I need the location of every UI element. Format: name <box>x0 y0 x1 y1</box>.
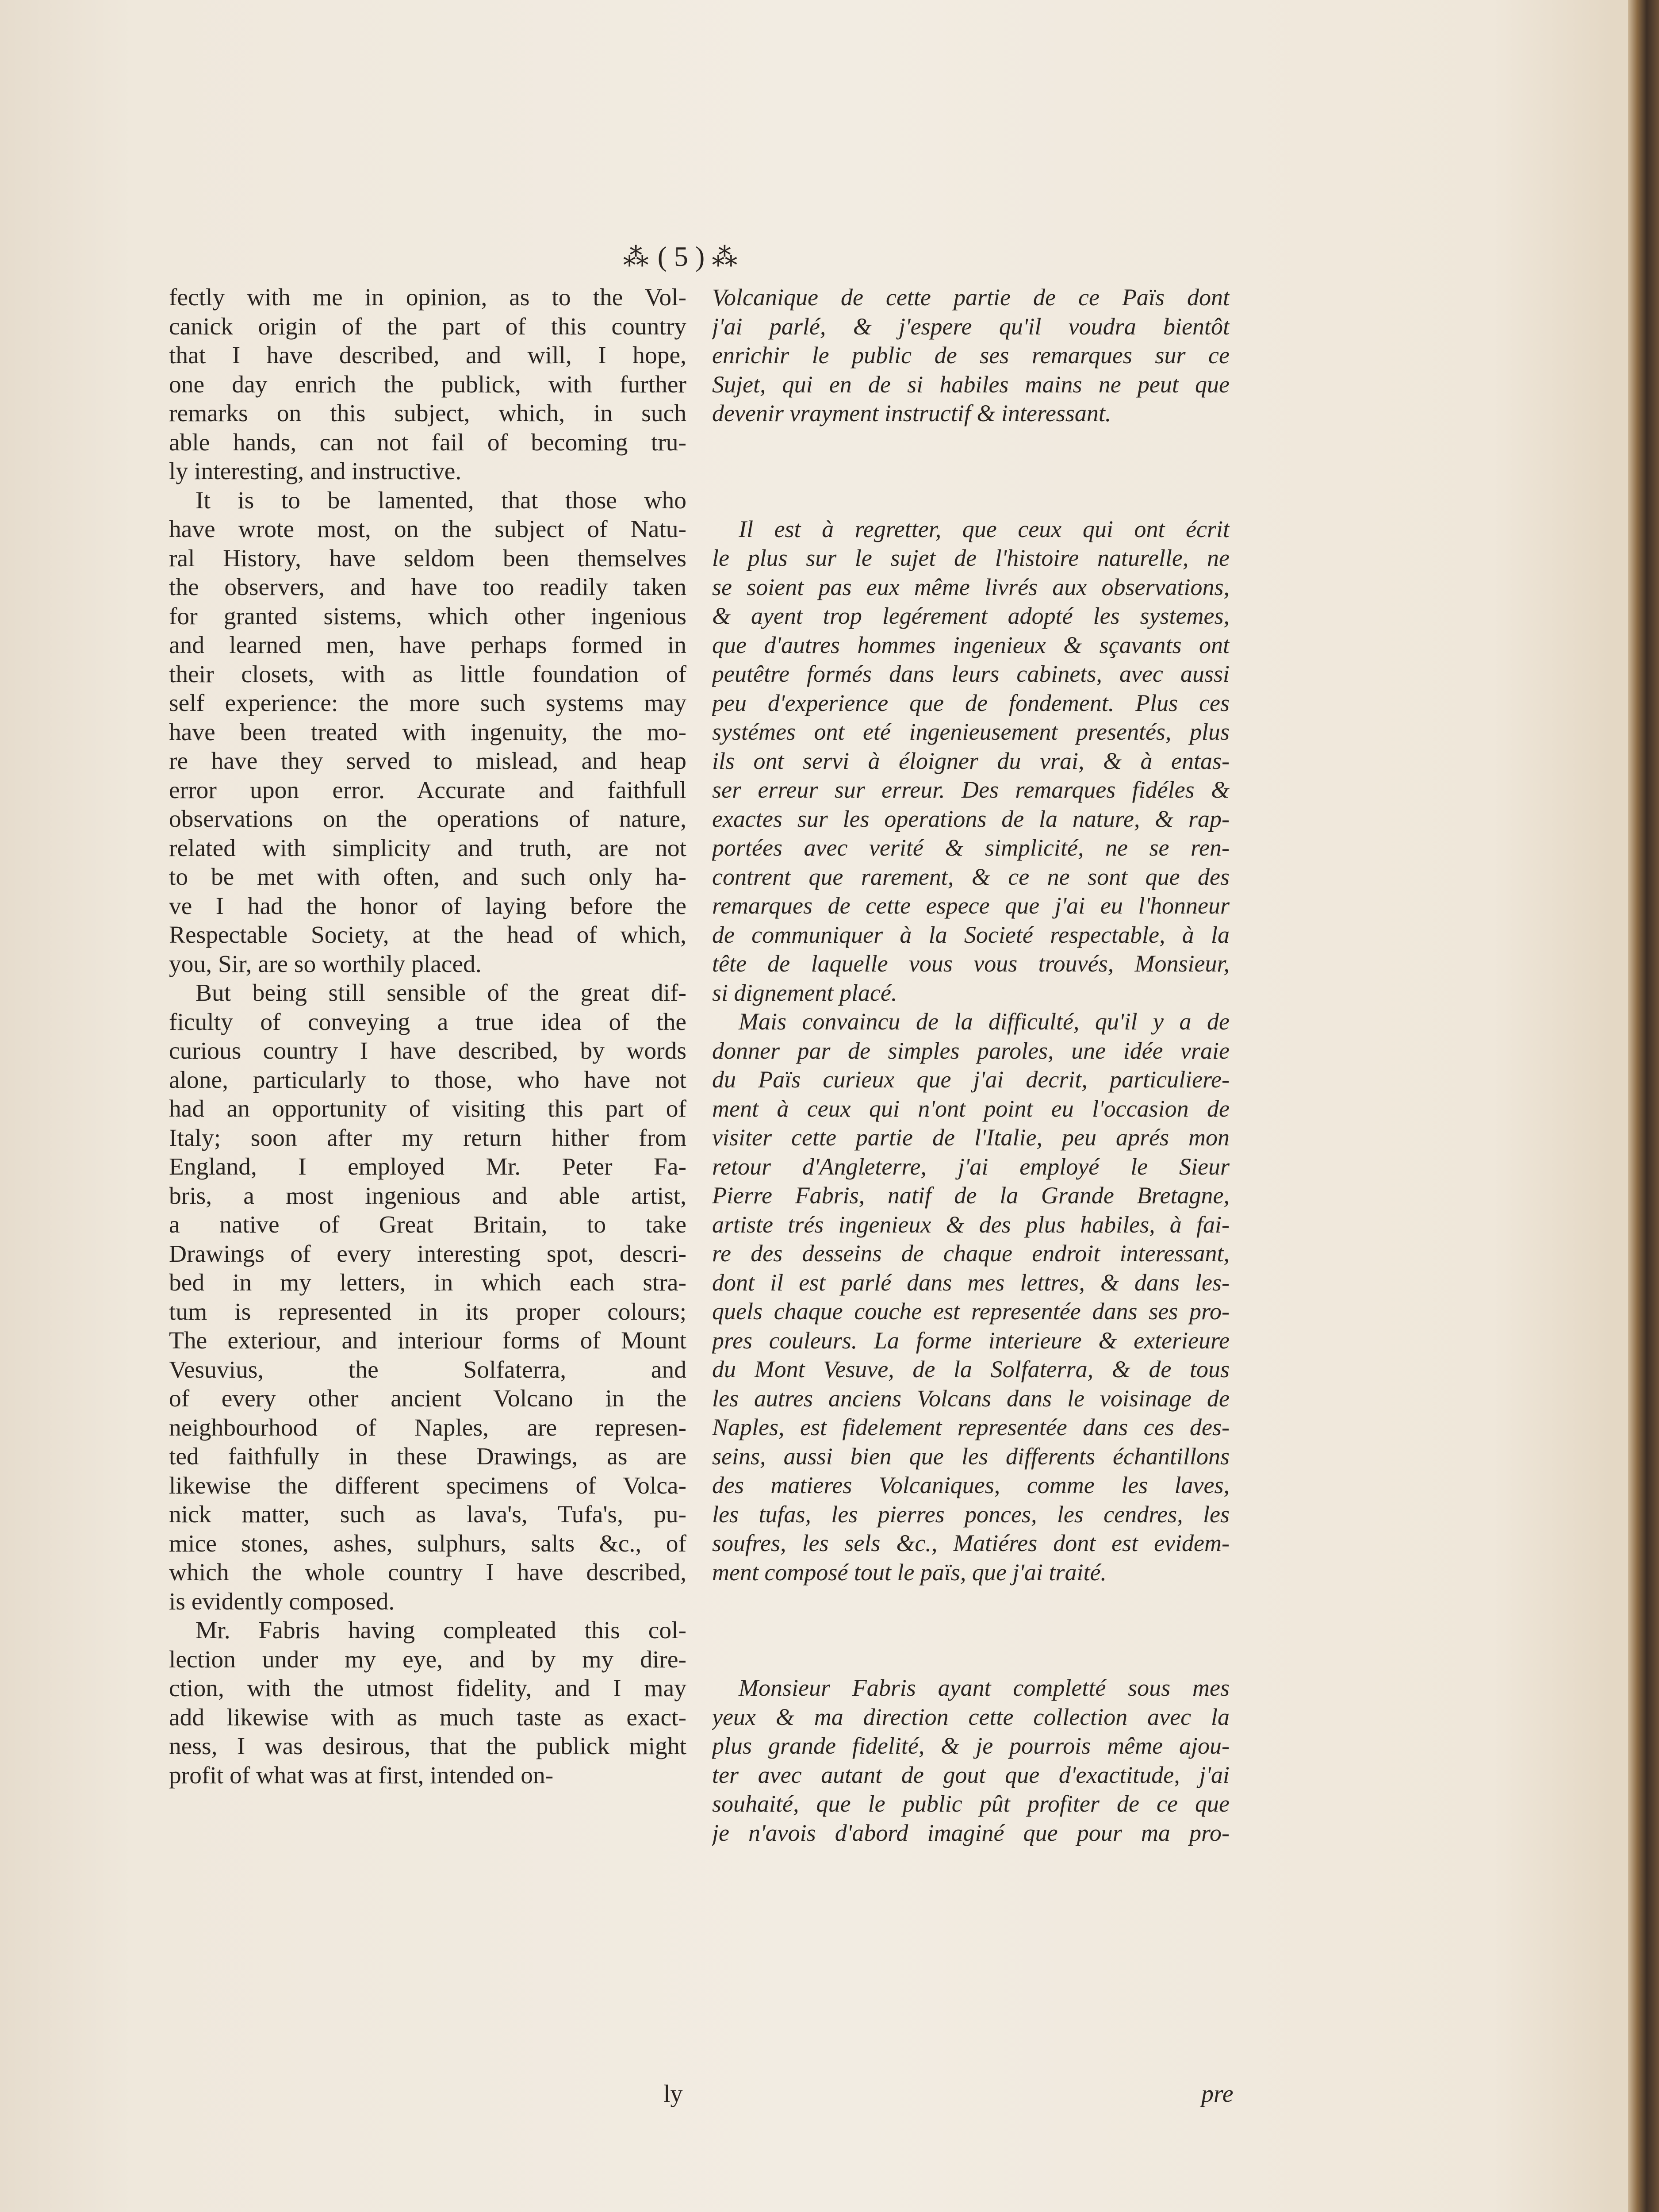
french-text-line: retour d'Angleterre, j'ai employé le Sieur <box>712 1153 1230 1180</box>
english-text-line: add likewise with as much taste as exact- <box>169 1704 686 1731</box>
english-text-line: neighbourhood of Naples, are represen- <box>169 1414 686 1441</box>
french-text-line: du Païs curieux que j'ai decrit, particuliere- <box>712 1066 1230 1093</box>
english-text-line: alone, particularly to those, who have not <box>169 1066 686 1094</box>
french-text-line: systémes ont eté ingenieusement presentés, plus <box>712 718 1230 745</box>
french-text-line: ter avec autant de gout que d'exactitude, j'ai <box>712 1761 1230 1788</box>
english-text-line: to be met with often, and such only ha- <box>169 864 686 891</box>
french-text-line: souhaité, que le public pût profiter de ce que <box>712 1790 1230 1817</box>
binding-edge <box>1628 0 1659 2212</box>
french-block-gap <box>712 428 1230 515</box>
french-text-line: quels chaque couche est representée dans ses pro- <box>712 1298 1230 1325</box>
english-text-line: The exteriour, and interiour forms of Mount <box>169 1327 686 1354</box>
english-text-line: of every other ancient Volcano in the <box>169 1385 686 1412</box>
english-catchword: ly <box>663 2080 683 2108</box>
english-text-line: England, I employed Mr. Peter Fa- <box>169 1153 686 1180</box>
english-text-line: canick origin of the part of this country <box>169 313 686 340</box>
french-text-line: Monsieur Fabris ayant completté sous mes <box>739 1674 1230 1701</box>
english-text-line: lection under my eye, and by my dire- <box>169 1646 686 1673</box>
french-text-line: ils ont servi à éloigner du vrai, & à entas- <box>712 747 1230 774</box>
english-text-line: which the whole country I have described, <box>169 1559 686 1586</box>
french-text-line: contrent que rarement, & ce ne sont que des <box>712 863 1230 890</box>
english-text-line: ness, I was desirous, that the publick might <box>169 1733 686 1760</box>
french-text-line: donner par de simples paroles, une idée vraie <box>712 1037 1230 1064</box>
page-header <box>548 239 814 274</box>
english-text-line: bris, a most ingenious and able artist, <box>169 1182 686 1210</box>
french-text-line: du Mont Vesuve, de la Solfaterra, & de tous <box>712 1356 1230 1382</box>
english-text-line: Vesuvius, the Solfaterra, and <box>169 1356 686 1383</box>
english-text-line: profit of what was at first, intended on- <box>169 1762 554 1789</box>
english-text-line: have been treated with ingenuity, the mo- <box>169 718 686 746</box>
english-text-line: able hands, can not fail of becoming tru- <box>169 429 686 456</box>
english-text-line: have wrote most, on the subject of Natu- <box>169 516 686 543</box>
english-text-line: for granted sistems, which other ingenious <box>169 603 686 630</box>
english-text-line: self experience: the more such systems may <box>169 690 686 717</box>
french-text-line: de communiquer à la Societé respectable, à la <box>712 921 1230 948</box>
english-text-line: But being still sensible of the great dif- <box>195 979 686 1006</box>
ornament-left-icon: ⁂ <box>623 243 651 272</box>
english-text-line: likewise the different specimens of Volca- <box>169 1472 686 1499</box>
french-text-line: Sujet, qui en de si habiles mains ne peut que <box>712 371 1230 398</box>
french-text-line: le plus sur le sujet de l'histoire naturelle, ne <box>712 545 1230 571</box>
french-text-line: Naples, est fidelement representée dans ces des- <box>712 1414 1230 1440</box>
french-text-line: pres couleurs. La forme interieure & exterieure <box>712 1327 1230 1354</box>
english-text-line: a native of Great Britain, to take <box>169 1211 686 1238</box>
french-text-line: Mais convaincu de la difficulté, qu'il y a de <box>739 1008 1230 1035</box>
english-text-line: Italy; soon after my return hither from <box>169 1124 686 1152</box>
english-text-line: nick matter, such as lava's, Tufa's, pu- <box>169 1501 686 1528</box>
french-text-line: tête de laquelle vous vous trouvés, Monsieur, <box>712 950 1230 977</box>
french-text-line: se soient pas eux même livrés aux observations, <box>712 573 1230 600</box>
english-text-line: that I have described, and will, I hope, <box>169 342 686 369</box>
english-text-line: observations on the operations of nature, <box>169 806 686 833</box>
english-text-line: Respectable Society, at the head of which, <box>169 922 686 949</box>
french-text-line: les tufas, les pierres ponces, les cendres, les <box>712 1501 1230 1528</box>
ornament-right-icon: ⁂ <box>712 243 739 272</box>
french-text-line: les autres anciens Volcans dans le voisinage de <box>712 1385 1230 1412</box>
english-text-line: their closets, with as little foundation of <box>169 661 686 688</box>
english-text-line: you, Sir, are so worthily placed. <box>169 950 482 978</box>
english-text-line: ly interesting, and instructive. <box>169 458 462 485</box>
french-text-line: re des desseins de chaque endroit interessant, <box>712 1240 1230 1267</box>
french-catchword: pre <box>1201 2080 1234 2108</box>
french-text-line: devenir vrayment instructif & interessant. <box>712 400 1111 426</box>
english-text-line: one day enrich the publick, with further <box>169 371 686 398</box>
french-text-line: que d'autres hommes ingenieux & sçavants ont <box>712 631 1230 658</box>
english-text-line: ral History, have seldom been themselves <box>169 545 686 572</box>
french-text-line: des matieres Volcaniques, comme les laves, <box>712 1472 1230 1498</box>
french-text-line: ment à ceux qui n'ont point eu l'occasion de <box>712 1095 1230 1122</box>
english-text-line: error upon error. Accurate and faithfull <box>169 776 686 804</box>
french-text-line: ment composé tout le païs, que j'ai traité. <box>712 1559 1107 1586</box>
english-text-line: ted faithfully in these Drawings, as are <box>169 1443 686 1470</box>
french-text-line: yeux & ma direction cette collection avec la <box>712 1703 1230 1730</box>
french-text-line: seins, aussi bien que les differents échantillons <box>712 1443 1230 1470</box>
english-text-line: curious country I have described, by words <box>169 1037 686 1064</box>
english-text-line: bed in my letters, in which each stra- <box>169 1269 686 1296</box>
english-text-line: re have they served to mislead, and heap <box>169 748 686 775</box>
french-text-line: je n'avois d'abord imaginé que pour ma pro- <box>712 1819 1230 1846</box>
french-text-line: visiter cette partie de l'Italie, peu aprés mon <box>712 1124 1230 1151</box>
english-text-line: ction, with the utmost fidelity, and I may <box>169 1675 686 1702</box>
french-text-line: ser erreur sur erreur. Des remarques fidéles & <box>712 776 1230 803</box>
french-block-gap <box>712 1587 1230 1674</box>
english-text-line: mice stones, ashes, sulphurs, salts &c., of <box>169 1530 686 1557</box>
french-text-line: artiste trés ingenieux & des plus habiles, à fai- <box>712 1211 1230 1238</box>
french-text-line: dont il est parlé dans mes lettres, & dans les- <box>712 1269 1230 1296</box>
french-text-line: plus grande fidelité, & je pourrois même ajou- <box>712 1732 1230 1759</box>
french-text-line: remarques de cette espece que j'ai eu l'honneur <box>712 892 1230 919</box>
french-text-line: Pierre Fabris, natif de la Grande Bretagne, <box>712 1182 1230 1209</box>
english-text-line: remarks on this subject, which, in such <box>169 400 686 427</box>
french-text-line: si dignement placé. <box>712 979 897 1006</box>
english-text-line: is evidently composed. <box>169 1588 395 1615</box>
french-text-line: portées avec verité & simplicité, ne se ren- <box>712 834 1230 861</box>
french-text-line: Il est à regretter, que ceux qui ont écrit <box>739 515 1230 542</box>
english-text-line: related with simplicity and truth, are not <box>169 834 686 862</box>
french-text-line: enrichir le public de ses remarques sur ce <box>712 342 1230 369</box>
english-text-line: the observers, and have too readily taken <box>169 574 686 601</box>
french-text-line: Volcanique de cette partie de ce Païs dont <box>712 284 1230 311</box>
french-text-line: exactes sur les operations de la nature, & rap- <box>712 805 1230 832</box>
english-text-line: Mr. Fabris having compleated this col- <box>195 1617 686 1644</box>
english-text-line: ve I had the honor of laying before the <box>169 892 686 920</box>
english-text-line: had an opportunity of visiting this part of <box>169 1095 686 1122</box>
french-text-line: soufres, les sels &c., Matiéres dont est evidem- <box>712 1530 1230 1556</box>
english-text-line: ficulty of conveying a true idea of the <box>169 1008 686 1036</box>
english-text-line: It is to be lamented, that those who <box>195 487 686 514</box>
english-text-line: Drawings of every interesting spot, descri- <box>169 1240 686 1267</box>
french-text-line: & ayent trop legérement adopté les systemes, <box>712 603 1230 629</box>
english-column <box>169 283 686 1790</box>
english-text-line: fectly with me in opinion, as to the Vol- <box>169 284 686 311</box>
french-column <box>712 283 1230 1847</box>
french-text-line: j'ai parlé, & j'espere qu'il voudra bientôt <box>712 313 1230 340</box>
page-number: ( 5 ) <box>657 241 705 272</box>
english-text-line: tum is represented in its proper colours; <box>169 1298 686 1325</box>
english-text-line: and learned men, have perhaps formed in <box>169 632 686 659</box>
french-text-line: peutêtre formés dans leurs cabinets, avec aussi <box>712 661 1230 687</box>
french-text-line: peu d'experience que de fondement. Plus ces <box>712 689 1230 716</box>
